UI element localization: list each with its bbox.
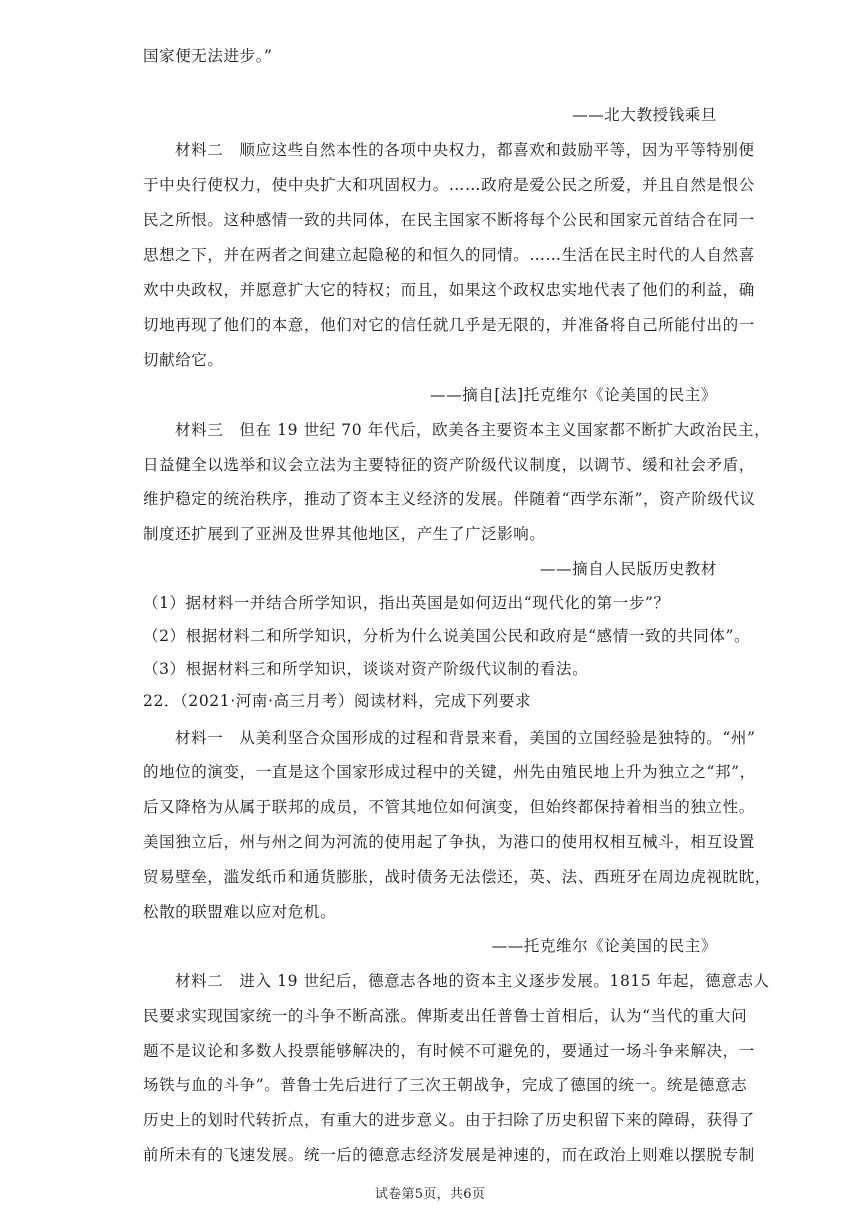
source-citation: ——北大教授钱乘旦 [572,106,717,124]
material-paragraph-line: 制度还扩展到了亚洲及世界其他地区，产生了广泛影响。 [143,525,546,543]
source-citation: ——摘自人民版历史教材 [539,560,717,578]
material-paragraph-line: 松散的联盟难以应对危机。 [143,903,337,921]
question-22-heading: 22．（2021·河南·高三月考）阅读材料，完成下列要求 [143,692,532,710]
material-paragraph-line: 日益健全以选举和议会立法为主要特征的资产阶级代议制度，以调节、缓和社会矛盾， [143,456,755,474]
material-paragraph-line: 贸易壁垒，滥发纸币和通货膨胀，战时债务无法偿还，英、法、西班牙在周边虎视眈眈， [143,868,771,886]
material-paragraph-line: 材料二 顺应这些自然本性的各项中央权力，都喜欢和鼓励平等，因为平等特别便 [175,141,755,159]
material-paragraph-line: 思想之下，并在两者之间建立起隐秘的和恒久的同情。……生活在民主时代的人自然喜 [143,246,755,264]
material-paragraph-line: 民要求实现国家统一的斗争不断高涨。俾斯麦出任普鲁士首相后，认为“当代的重大问 [143,1007,748,1025]
material-paragraph-line: 题不是议论和多数人投票能够解决的，有时候不可避免的，要通过一场斗争来解决，一 [143,1042,755,1060]
material-paragraph-line: 材料二 进入 19 世纪后，德意志各地的资本主义逐步发展。1815 年起，德意志人 [175,972,770,990]
material-paragraph-line: 的地位的演变，一直是这个国家形成过程中的关键，州先由殖民地上升为独立之“邦”， [143,763,756,781]
material-paragraph-line: 切地再现了他们的本意，他们对它的信任就几乎是无限的，并准备将自己所能付出的一 [143,316,755,334]
material-paragraph-line: 于中央行使权力，使中央扩大和巩固权力。……政府是爱公民之所爱，并且自然是恨公 [143,176,755,194]
source-citation: ——摘自[法]托克维尔《论美国的民主》 [430,386,717,404]
material-paragraph-line: 后又降格为从属于联邦的成员，不管其地位如何演变，但始终都保持着相当的独立性。 [143,798,755,816]
question-3: （3）根据材料三和所学知识，谈谈对资产阶级代议制的看法。 [143,660,589,678]
source-citation: ——托克维尔《论美国的民主》 [491,937,717,955]
material-paragraph-line: 欢中央政权，并愿意扩大它的特权；而且，如果这个政权忠实地代表了他们的利益，确 [143,281,755,299]
page-footer: 试卷第5页，共6页 [374,1187,486,1202]
material-paragraph-line: 维护稳定的统治秩序，推动了资本主义经济的发展。伴随着“西学东渐”，资产阶级代议 [143,490,756,508]
material-paragraph-line: 场铁与血的斗争”。普鲁士先后进行了三次王朝战争，完成了德国的统一。统是德意志 [143,1076,748,1094]
question-2: （2）根据材料二和所学知识，分析为什么说美国公民和政府是“感情一致的共同体”。 [143,627,751,645]
material-paragraph-line: 前所未有的飞速发展。统一后的德意志经济发展是神速的，而在政治上则难以摆脱专制 [143,1146,755,1164]
material-paragraph-line: 材料三 但在 19 世纪 70 年代后，欧美各主要资本主义国家都不断扩大政治民主， [175,421,771,439]
text-line: 国家便无法进步。” [143,47,273,65]
material-paragraph-line: 民之所恨。这种感情一致的共同体，在民主国家不断将每个公民和国家元首结合在同一 [143,211,755,229]
material-paragraph-line: 切献给它。 [143,351,224,369]
material-paragraph-line: 美国独立后，州与州之间为河流的使用起了争执，为港口的使用权相互械斗，相互设置 [143,833,755,851]
material-paragraph-line: 历史上的划时代转折点，有重大的进步意义。由于扫除了历史积留下来的障碍，获得了 [143,1111,755,1129]
material-paragraph-line: 材料一 从美利坚合众国形成的过程和背景来看，美国的立国经验是独特的。“州” [175,729,756,747]
question-1: （1）据材料一并结合所学知识，指出英国是如何迈出“现代化的第一步”？ [143,594,670,612]
